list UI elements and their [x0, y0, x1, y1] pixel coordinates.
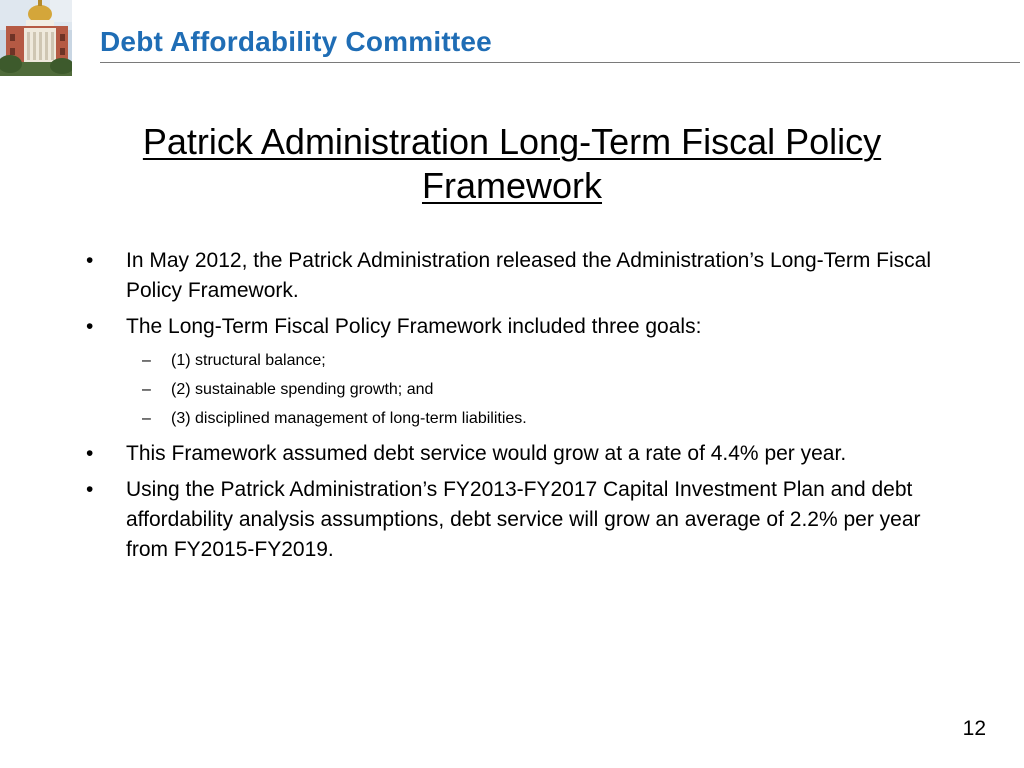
state-house-photo: [0, 0, 72, 76]
bullet-marker: •: [86, 478, 94, 501]
bullet-text: In May 2012, the Patrick Administration released the Administration’s Long-Term Fiscal Policy Framework.: [126, 249, 931, 302]
header-divider: [100, 62, 1020, 63]
bullet-item: [86, 475, 946, 565]
bullet-item: [86, 312, 946, 342]
goal-item: [86, 375, 946, 404]
bullet-text: Using the Patrick Administration’s FY2013-FY2017 Capital Investment Plan and debt affordability analysis assumptions, debt service will grow an average of 2.2% per year from FY2015-FY2019.: [126, 478, 921, 561]
page-number: 12: [962, 717, 986, 740]
goal-item: [86, 404, 946, 433]
slide-title: Patrick Administration Long-Term Fiscal Policy Framework: [142, 121, 882, 206]
goals-list: [86, 346, 946, 433]
bullet-item: [86, 246, 946, 306]
bullet-text: This Framework assumed debt service would grow at a rate of 4.4% per year.: [126, 442, 847, 465]
header-title: Debt Affordability Committee: [100, 26, 492, 57]
bullet-text: The Long-Term Fiscal Policy Framework included three goals:: [126, 315, 702, 338]
goal-text: (1) structural balance;: [171, 352, 326, 369]
bullet-marker: •: [86, 315, 94, 338]
sub-bullet-marker: –: [142, 410, 151, 427]
bullet-item: [86, 439, 946, 469]
goal-item: [86, 346, 946, 375]
bullet-marker: •: [86, 442, 94, 465]
slide-content: [86, 246, 946, 571]
goal-text: (2) sustainable spending growth; and: [171, 381, 434, 398]
bullet-marker: •: [86, 249, 94, 272]
goal-text: (3) disciplined management of long-term liabilities.: [171, 410, 527, 427]
sub-bullet-marker: –: [142, 381, 151, 398]
sub-bullet-marker: –: [142, 352, 151, 369]
